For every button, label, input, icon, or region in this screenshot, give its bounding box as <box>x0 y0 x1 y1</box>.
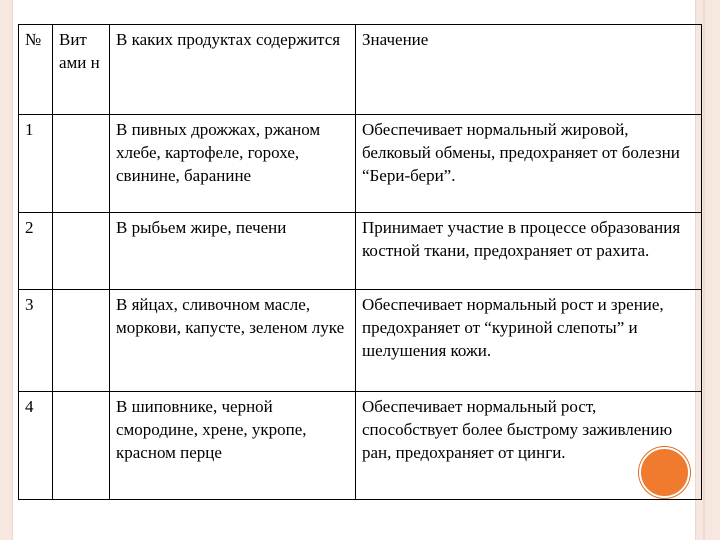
row-meaning: Обеспечивает нормальный жировой, белковый обмены, предохраняет от болезни “Бери-бери”. <box>356 115 702 213</box>
row-number: 2 <box>19 213 53 290</box>
header-meaning: Значение <box>356 25 702 115</box>
row-vitamin <box>53 115 110 213</box>
row-vitamin <box>53 290 110 392</box>
row-meaning: Обеспечивает нормальный рост, способствует более быстрому заживлению ран, предохраняет от цинги. <box>356 392 702 500</box>
table-row <box>19 213 702 290</box>
table-row <box>19 115 702 213</box>
header-products: В каких продуктах содержится <box>110 25 356 115</box>
table-row <box>19 290 702 392</box>
row-number: 1 <box>19 115 53 213</box>
row-products: В пивных дрожжах, ржаном хлебе, картофеле, горохе, свинине, баранине <box>110 115 356 213</box>
row-vitamin <box>53 392 110 500</box>
header-vitamin: Вит ами н <box>53 25 110 115</box>
row-meaning: Принимает участие в процессе образования костной ткани, предохраняет от рахита. <box>356 213 702 290</box>
table-row <box>19 392 702 500</box>
vitamins-table <box>18 24 702 500</box>
table-header-row <box>19 25 702 115</box>
row-products: В рыбьем жире, печени <box>110 213 356 290</box>
row-number: 4 <box>19 392 53 500</box>
left-side-rail <box>0 0 13 540</box>
header-number: № <box>19 25 53 115</box>
row-products: В яйцах, сливочном масле, моркови, капусте, зеленом луке <box>110 290 356 392</box>
row-meaning: Обеспечивает нормальный рост и зрение, предохраняет от “куриной слепоты” и шелушения кожи. <box>356 290 702 392</box>
row-products: В шиповнике, черной смородине, хрене, укропе, красном перце <box>110 392 356 500</box>
row-vitamin <box>53 213 110 290</box>
row-number: 3 <box>19 290 53 392</box>
orange-circle-decoration <box>639 447 690 498</box>
